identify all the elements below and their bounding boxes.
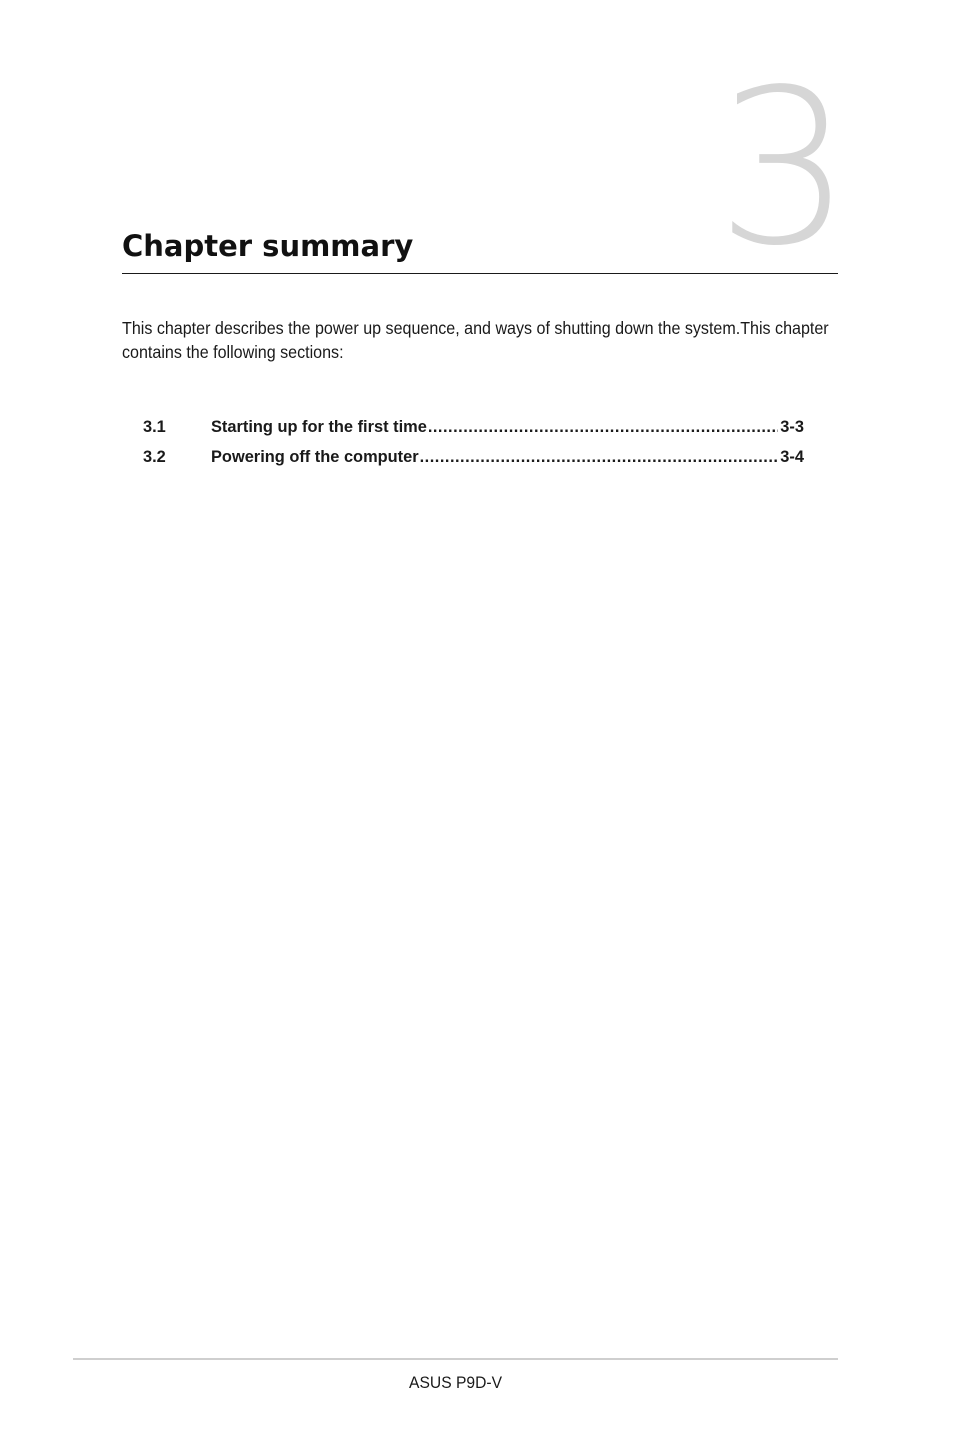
toc-entry-3-2[interactable] [143, 448, 804, 478]
intro-paragraph: This chapter describes the power up sequence, and ways of shutting down the system.This chapter contains the following sections: [122, 318, 829, 362]
toc-entry-page: 3-4 [780, 448, 804, 466]
chapter-number: 3 [716, 44, 853, 293]
footer [73, 1372, 838, 1394]
toc-entry-title: Starting up for the first time [211, 418, 427, 436]
toc-entry-number: 3.2 [143, 448, 166, 466]
table-of-contents [143, 418, 804, 478]
toc-entry-number: 3.1 [143, 418, 166, 436]
title-divider [122, 273, 838, 274]
toc-entry-3-1[interactable] [143, 418, 804, 448]
toc-entry-page: 3-3 [780, 418, 804, 436]
footer-divider [73, 1358, 838, 1360]
toc-dot-leader [420, 448, 779, 467]
footer-product-name: ASUS P9D-V [408, 1373, 503, 1392]
toc-dot-leader [428, 418, 778, 437]
chapter-title: Chapter summary [122, 229, 414, 263]
toc-entry-title: Powering off the computer [211, 448, 419, 466]
